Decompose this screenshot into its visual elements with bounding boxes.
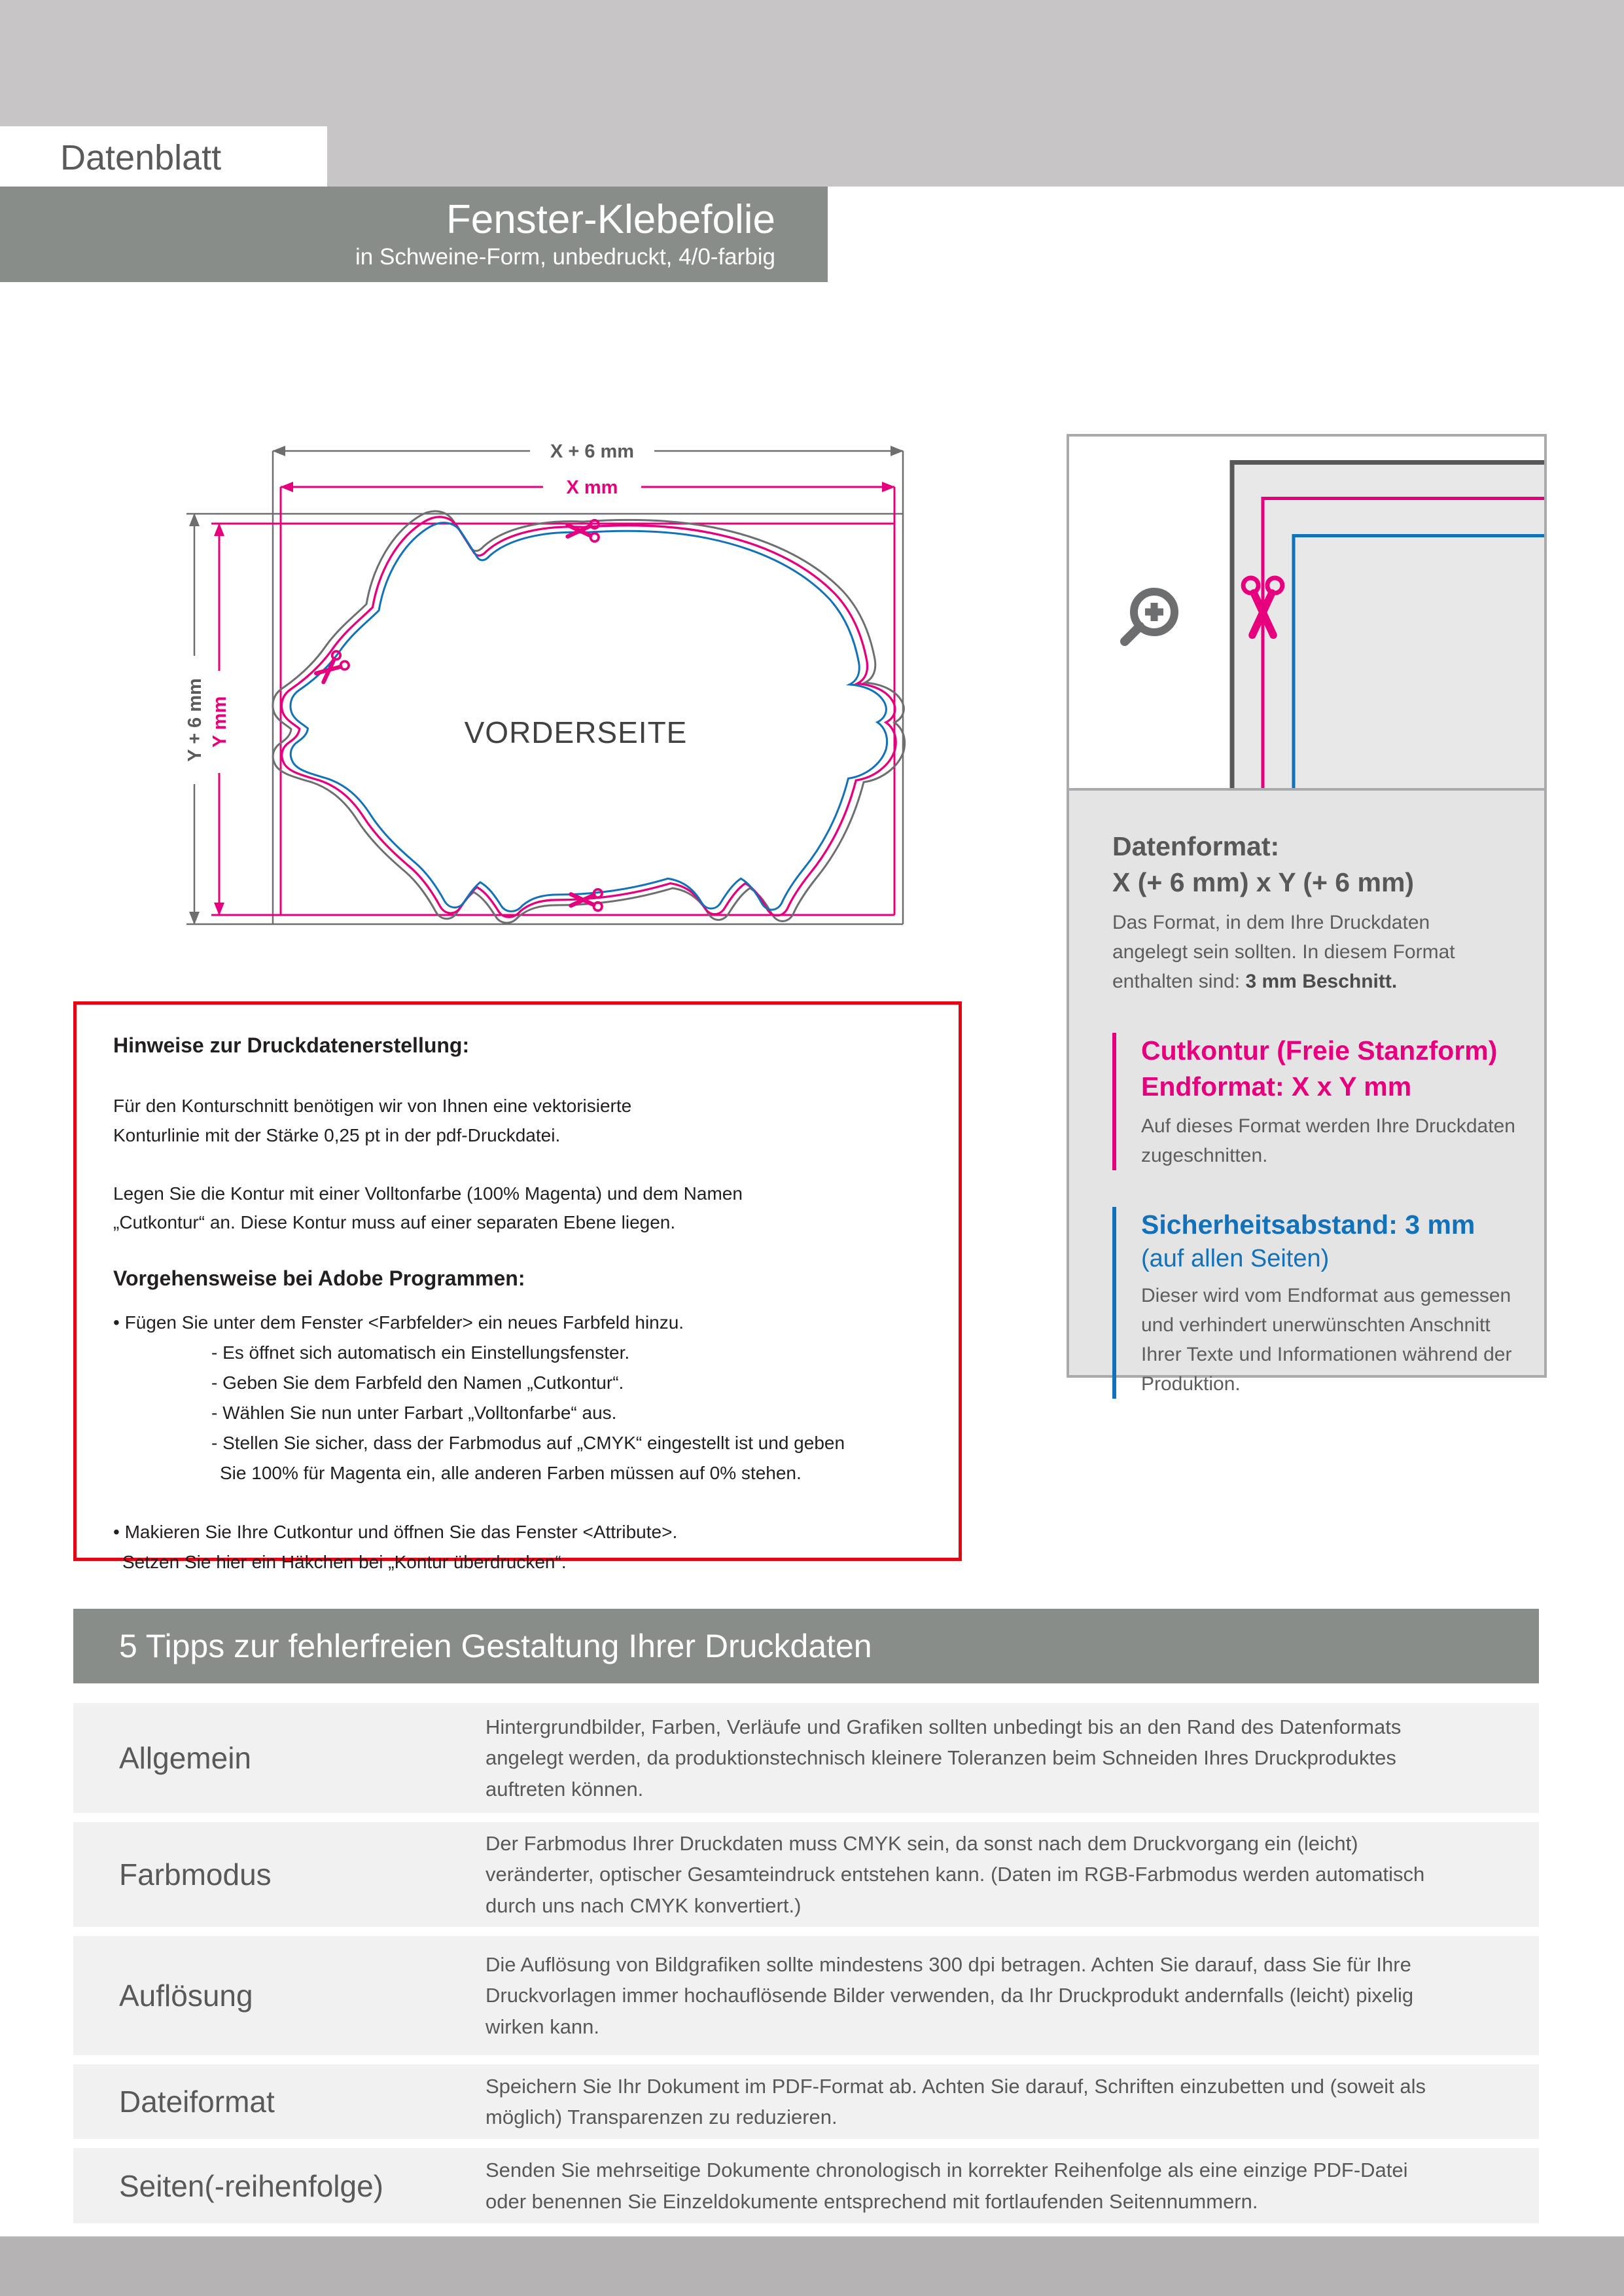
adobe-sub-1: - Es öffnet sich automatisch ein Einstellungsfenster.	[211, 1342, 630, 1363]
corner-zoom-svg	[1069, 437, 1544, 788]
adobe-sub-2: - Geben Sie dem Farbfeld den Namen „Cutkontur“.	[211, 1372, 624, 1393]
pig-die-cut-diagram	[150, 429, 952, 952]
tip-text: Speichern Sie Ihr Dokument im PDF-Format ab. Achten Sie darauf, Schriften einzubetten und (soweit als möglich) Transparenzen zu reduzieren.	[485, 2074, 1426, 2128]
dim-x-inner-label: X mm	[566, 477, 618, 498]
tip-text: Hintergrundbilder, Farben, Verläufe und Grafiken sollten unbedingt bis an den Rand des Datenformats angelegt werden, da produktionstechnisch kleinere Toleranzen beim Schneiden Ihres Druckproduktes auftreten können.	[485, 1715, 1402, 1801]
page-title: Fenster-Klebefolie	[446, 197, 775, 243]
page-area-fill	[1232, 460, 1544, 788]
dim-x-inner-arrow	[281, 474, 894, 500]
sicherheit-subtitle: (auf allen Seiten)	[1141, 1244, 1330, 1272]
dim-x-outer-arrow	[273, 438, 903, 464]
sicherheitsabstand-block	[1112, 1207, 1517, 1399]
tips-heading: 5 Tipps zur fehlerfreien Gestaltung Ihrer Druckdaten	[119, 1628, 872, 1664]
hinweise-para1	[113, 1092, 885, 1151]
tip-label: Dateiformat	[119, 2085, 275, 2119]
tip-text: Der Farbmodus Ihrer Druckdaten muss CMYK sein, da sonst nach dem Druckvorgang ein (leicht) veränderter, optischer Gesamteindruck entstehen kann. (Daten im RGB-Farbmodus werden automatisch durch uns nach CMYK konvertiert.)	[485, 1832, 1425, 1917]
front-side-label: VORDERSEITE	[464, 715, 688, 749]
adobe-bullet-2-line2: Setzen Sie hier ein Häkchen bei „Kontur überdrucken“.	[122, 1551, 567, 1572]
title-band	[0, 187, 828, 282]
hinweise-para2-line2: „Cutkontur“ an. Diese Kontur muss auf einer separaten Ebene liegen.	[113, 1212, 676, 1233]
datenformat-value: X (+ 6 mm) x Y (+ 6 mm)	[1112, 867, 1415, 898]
tip-label: Seiten(-reihenfolge)	[119, 2168, 384, 2203]
datenformat-text	[1112, 908, 1498, 996]
tip-row-allgemein	[73, 1703, 1539, 1813]
dim-y-outer-arrow	[181, 514, 208, 924]
adobe-bullet-2: • Makieren Sie Ihre Cutkontur und öffnen Sie das Fenster <Attribute>.	[113, 1517, 932, 1547]
dim-y-outer-label: Y + 6 mm	[185, 678, 205, 762]
tip-label: Farbmodus	[119, 1857, 272, 1892]
tip-row-dateiformat	[73, 2064, 1539, 2139]
datenblatt-label: Datenblatt	[60, 138, 222, 177]
format-info-panel	[1067, 791, 1547, 1395]
dim-x-outer-label: X + 6 mm	[550, 441, 635, 462]
cutkontur-block	[1112, 1033, 1517, 1171]
magnifier-plus-icon	[1125, 592, 1174, 641]
cutkontur-subtitle: Endformat: X x Y mm	[1141, 1071, 1412, 1102]
cutkontur-text: Auf dieses Format werden Ihre Druckdaten zugeschnitten.	[1141, 1115, 1515, 1167]
datenformat-text-bold: 3 mm Beschnitt.	[1245, 970, 1398, 992]
dim-y-inner-label: Y mm	[209, 696, 230, 748]
hinweise-para1-line1: Für den Konturschnitt benötigen wir von Ihnen eine vektorisierte	[113, 1096, 632, 1116]
adobe-sub-4a: - Stellen Sie sicher, dass der Farbmodus auf „CMYK“ eingestellt ist und geben	[211, 1432, 845, 1453]
hinweise-title: Hinweise zur Druckdatenerstellung:	[113, 1033, 470, 1057]
hinweise-para2-line1: Legen Sie die Kontur mit einer Volltonfarbe (100% Magenta) und dem Namen	[113, 1183, 743, 1204]
adobe-bullet-1: • Fügen Sie unter dem Fenster <Farbfelder> ein neues Farbfeld hinzu.	[113, 1308, 932, 1338]
hinweise-para1-line2: Konturlinie mit der Stärke 0,25 pt in der pdf-Druckdatei.	[113, 1124, 561, 1145]
endformat-rect	[211, 487, 894, 915]
tip-text: Senden Sie mehrseitige Dokumente chronologisch in korrekter Reihenfolge als eine einzige PDF-Datei oder benennen Sie Einzeldokumente entsprechend mit fortlaufenden Seitennummern.	[485, 2159, 1408, 2213]
sicherheit-text: Dieser wird vom Endformat aus gemessen und verhindert unerwünschten Anschnitt Ihrer Texte und Informationen während der Produktion.	[1141, 1285, 1512, 1395]
hinweise-para2	[113, 1179, 885, 1238]
page-subtitle: in Schweine-Form, unbedruckt, 4/0-farbig	[355, 243, 775, 270]
tip-row-farbmodus	[73, 1822, 1539, 1927]
tip-row-seitenreihenfolge	[73, 2148, 1539, 2223]
datenformat-title: Datenformat:	[1112, 831, 1280, 861]
tip-label: Auflösung	[119, 1979, 253, 2013]
dim-y-inner-arrow	[205, 524, 233, 915]
footer-band	[0, 2236, 1624, 2296]
tips-heading-band	[73, 1609, 1539, 1683]
tip-row-aufloesung	[73, 1936, 1539, 2055]
corner-zoom-box	[1067, 434, 1547, 791]
adobe-sub-3: - Wählen Sie nun unter Farbart „Volltonfarbe“ aus.	[211, 1402, 617, 1423]
diagram-svg	[150, 429, 952, 952]
sicherheit-title: Sicherheitsabstand: 3 mm	[1141, 1210, 1475, 1240]
tip-text: Die Auflösung von Bildgrafiken sollte mindestens 300 dpi betragen. Achten Sie darauf, dass Sie für Ihre Druckvorlagen immer hochauflösende Bilder verwenden, da Ihr Druckprodukt andernfalls (leicht) pixelig wirken kann.	[485, 1953, 1414, 2038]
adobe-heading: Vorgehensweise bei Adobe Programmen:	[113, 1266, 525, 1291]
tip-label: Allgemein	[119, 1741, 251, 1775]
cutkontur-title: Cutkontur (Freie Stanzform)	[1141, 1035, 1498, 1066]
druckdaten-hinweise-box	[73, 1001, 962, 1572]
adobe-sub-4b: Sie 100% für Magenta ein, alle anderen Farben müssen auf 0% stehen.	[220, 1462, 802, 1483]
datenformat-text-normal: Das Format, in dem Ihre Druckdaten angelegt sein sollten. In diesem Format enthalten sind:	[1112, 911, 1455, 992]
datenblatt-box	[0, 126, 327, 187]
